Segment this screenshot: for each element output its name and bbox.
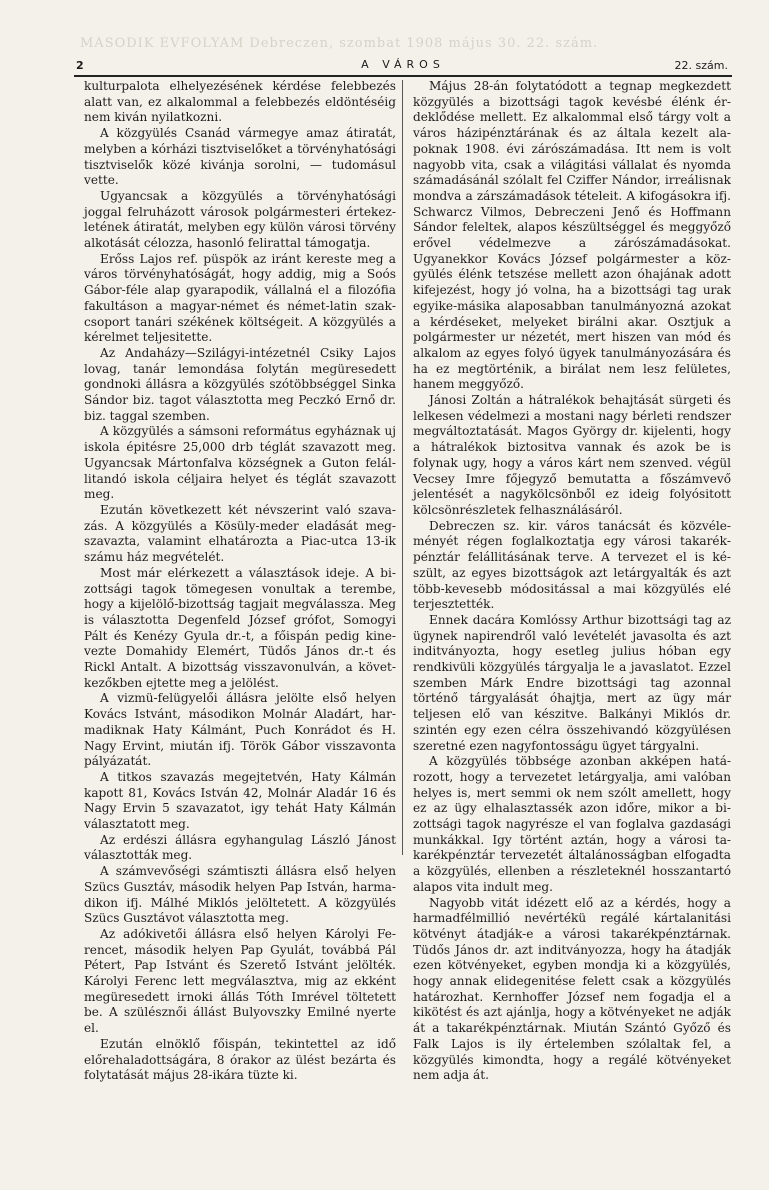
paragraph: A közgyülés Csanád vármegye amaz átiratát, melyben a kórházi tisztviselőket a törvényhatósági tisztviselők közé kivánja sorolni, — tudomásul vette. (84, 126, 396, 188)
paragraph: Ezután következett két névszerint való szavazás. A közgyülés a Kösüly-meder eladását megszavazta, valamint elhatározta a Piac-utca 13-ik számu ház megvételét. (84, 502, 396, 565)
newspaper-title: A VÁROS (361, 58, 445, 71)
paragraph: Ennek dacára Komlóssy Arthur bizottsági tag az ügynek napirendről való levételét javasolta és azt inditványozta, hogy esetleg julius hóban egy rendkivüli közgyülés tárgyalja le a javaslatot. Ezzel szemben Márk Endre bizottsági tag azonnal történő tárgyalását óhajtja, mert az ügy már teljesen elő van készitve. Balkányi Miklós dr. szintén egy ezen célra összehivandó közgyülésen szeretné ezen nagyfontosságu ügyet tárgyalni. (413, 612, 731, 753)
issue-number: 22. szám. (674, 59, 728, 72)
column-divider (402, 80, 403, 855)
paragraph: Az Andaházy—Szilágyi-intézetnél Csiky Lajos lovag, tanár lemondása folytán megüresedett gondnoki állásra a közgyülés szótöbbséggel Sinka Sándor biz. tagot választotta meg Peczkó Ernő dr. biz. taggal szemben. (84, 345, 396, 423)
paragraph: Most már elérkezett a választások ideje. A bizottsági tagok tömegesen vonultak a terembe, hogy a kijelölő-bizottság tagjait megválassza. Meg is választotta Degenfeld József grófot, Somogyi Pált és Kenézy Gyula dr.-t, a főispán pedig kinevezte Domahidy Elemért, Tüdős János dr.-t és Rickl Antalt. A bizottság visszavonulván, a következőkben ejtette meg a jelölést. (84, 565, 396, 690)
paragraph: kulturpalota elhelyezésének kérdése felebbezés alatt van, ez alkalommal a felebbezés eldöntéséig nem kiván nyilatkozni. (84, 79, 396, 125)
paragraph: A közgyülés többsége azonban akképen határozott, hogy a tervezetet letárgyalja, ami valóban helyes is, mert semmi ok nem szólt amellett, hogy ez az ügy elhalasztassék azon időre, mikor a bizottsági tagok nagyrésze el van foglalva gazdasági munkákkal. Igy történt aztán, hogy a városi takarékpénztár tervezetét általánosságban elfogadta a közgyülés, ellenben a részleteknél hosszantartó alapos vita indult meg. (413, 754, 731, 894)
paragraph: Nagyobb vitát idézett elő az a kérdés, hogy a harmadfélmillió nevértékü regálé kártalanitási kötvényt átadják-e a városi takarékpénztárnak. Tüdős János dr. azt inditványozza, hogy ha átadják ezen kötvényeket, egyben mondja ki a közgyülés, hogy annak elidegenitése felett csak a közgyülés határozhat. Kernhoffer József nem fogadja el a kikötést és azt ajánlja, hogy a kötvényeket ne adják át a takarékpénztárnak. Miután Szántó Győző és Falk Lajos is ily értelemben szólaltak fel, a közgyülés kimondta, hogy a regálé kötvényeket nem adja át. (413, 895, 731, 1083)
paragraph: Május 28-án folytatódott a tegnap megkezdett közgyülés a bizottsági tagok kevésbé élénk érdeklődése mellett. Ez alkalommal első tárgy volt a város házipénztárának és az általa kezelt alapoknak 1908. évi zárószámadása. Itt nem is volt nagyobb vita, csak a világitási vállalat és nyomda számadásánál szólalt fel Cziffer Nándor, irreálisnak mondva a zárszámadások tételeit. A kifogásokra ifj. Schwarcz Vilmos, Debreczeni Jenő és Hoffmann Sándor feleltek, alapos készültséggel és meggyőző erővel védelmezve a zárószámadásokat. Ugyanekkor Kovács József polgármester a közgyülés élénk tetszése mellett azon óhajának adott kifejezést, hogy jó volna, ha a bizottsági tag urak egyike-másika alaposabban tanulmányozná azokat a kérdéseket, melyeket birálni akar. Osztjuk a polgármester ur nézetét, mert hiszen van mód és alkalom az egyes folyó ügyek tanulmányozására és ha ez megtörténik, a birálat nem lesz felületes, hanem meggyőző. (413, 79, 731, 392)
paragraph: Ezután elnöklő főispán, tekintettel az idő előrehaladottságára, 8 órakor az ülést bezárta és folytatását május 28-ikára tüzte ki. (84, 1036, 396, 1083)
paragraph: A titkos szavazás megejtetvén, Haty Kálmán kapott 81, Kovács István 42, Molnár Aladár 16 és Nagy Ervin 5 szavazatot, igy tehát Haty Kálmán választatott meg. (84, 769, 396, 832)
paragraph: Jánosi Zoltán a hátralékok behajtását sürgeti és lelkesen védelmezi a mostani nagy bérleti rendszer megváltoztatását. Magos György dr. kijelenti, hogy a hátralékok biztositva vannak és azok be is folynak ugy, hogy a város kárt nem szenved. végül Vecsey Imre főjegyző bemutatta a főszámvevő jelentését a nagykölcsönből ez ideig folyósitott kölcsönrészletek felhasználásáról. (413, 393, 731, 517)
paragraph: Erőss Lajos ref. püspök az iránt kereste meg a város törvényhatóságát, hogy addig, mig a Soós Gábor-féle alap gyarapodik, vállalná el a filozófia fakultáson a magyar-német és német-latin szakcsoport tanári székének költségeit. A közgyülés a kérelmet teljesitette. (84, 251, 396, 345)
paragraph: A számvevőségi számtiszti állásra első helyen Szücs Gusztáv, második helyen Pap István, harmadikon ifj. Málhé Miklós jelöltetett. A közgyülés Szücs Gusztávot választotta meg. (84, 864, 396, 926)
paragraph: Az adókivetői állásra első helyen Károlyi Ferencet, második helyen Pap Gyulát, továbbá Pál Pétert, Pap Istvánt és Szerető Istvánt jelölték. Károlyi Ferenc lett megválasztva, mig az ekként megüresedett irnoki állás Tóth Imrével töltetett be. A szülésznői állást Bulyovszky Emilné nyerte el. (84, 926, 396, 1036)
bleed-through-header: MÁSODIK ÉVFOLYAM Debreczen, szombat 1908 május 30. 22. szám. (80, 36, 599, 51)
paragraph: A közgyülés a sámsoni református egyháznak uj iskola épitésre 25,000 drb téglát szavazott meg. Ugyancsak Mártonfalva községnek a Guton felállitandó iskola céljaira helyet és téglát szavazott meg. (84, 424, 396, 502)
paragraph: A vizmü-felügyelői állásra jelölte első helyen Kovács Istvánt, másodikon Molnár Aladárt, harmadiknak Haty Kálmánt, Puch Konrádot és H. Nagy Ervint, miután ifj. Török Gábor visszavonta pályázatát. (84, 691, 396, 769)
page-number: 2 (76, 59, 84, 72)
paragraph: Debreczen sz. kir. város tanácsát és közvéleményét régen foglalkoztatja egy városi takarékpénztár felállitásának terve. A tervezet el is készült, az egyes bizottságok azt letárgyalták és azt több-kevesebb módositással a mai közgyülés elé terjesztették. (413, 518, 731, 612)
page-header (74, 55, 732, 77)
paragraph: Ugyancsak a közgyülés a törvényhatósági joggal felruházott városok polgármesteri értekezletének átiratát, melyben egy külön városi törvény alkotását célozza, hasonló felirattal támogatja. (84, 188, 396, 251)
paragraph: Az erdészi állásra egyhangulag László Jánost választották meg. (84, 832, 396, 863)
left-column (84, 79, 396, 1084)
right-column (413, 79, 731, 1084)
